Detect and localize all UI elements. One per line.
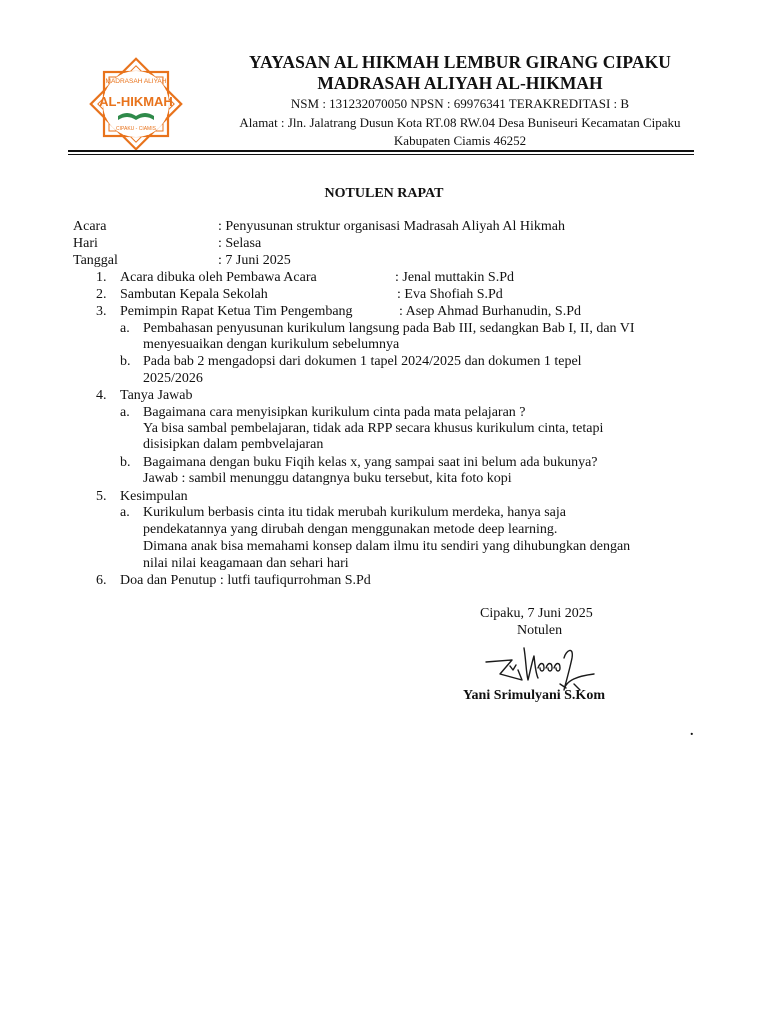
item-5a-line-4: nilai nilai keagamaan dan sehari hari <box>143 556 349 571</box>
item-4a-line-1: Bagaimana cara menyisipkan kurikulum cinta pada mata pelajaran ? <box>143 405 526 420</box>
item-3b-letter: b. <box>120 354 131 369</box>
item-3a-letter: a. <box>120 321 130 336</box>
item-3a-line-2: menyesuaikan dengan kurikulum sebelumnya <box>143 337 400 352</box>
item-3b-line-1: Pada bab 2 mengadopsi dari dokumen 1 tapel 2024/2025 dan dokumen 1 tepel <box>143 354 582 369</box>
address-line-2: Kabupaten Ciamis 46252 <box>393 133 527 148</box>
item-3-number: 3. <box>96 304 107 319</box>
address-line-1: Alamat : Jln. Jalatrang Dusun Kota RT.08 RW.04 Desa Buniseuri Kecamatan Cipaku <box>239 115 681 130</box>
tanggal-value: : 7 Juni 2025 <box>218 253 291 268</box>
logo-main-text: AL-HIKMAH <box>99 94 173 109</box>
signer-name: Yani Srimulyani S.Kom <box>463 688 605 703</box>
logo-bottom-text: CIPAKU - CIAMIS <box>116 126 156 132</box>
document-title: NOTULEN RAPAT <box>324 186 444 201</box>
item-2-number: 2. <box>96 287 107 302</box>
header-divider-thick <box>68 150 694 152</box>
item-1-text: Acara dibuka oleh Pembawa Acara <box>120 270 317 285</box>
item-3a-line-1: Pembahasan penyusunan kurikulum langsung pada Bab III, sedangkan Bab I, II, dan VI <box>143 321 635 336</box>
school-logo <box>82 50 190 158</box>
item-3-value: : Asep Ahmad Burhanudin, S.Pd <box>399 304 582 319</box>
item-3-text: Pemimpin Rapat Ketua Tim Pengembang <box>120 304 353 319</box>
item-2-value: : Eva Shofiah S.Pd <box>397 287 503 302</box>
logo-top-text: MADRASAH ALIYAH <box>105 78 167 85</box>
item-4a-letter: a. <box>120 405 130 420</box>
item-1-value: : Jenal muttakin S.Pd <box>395 270 514 285</box>
foundation-name: YAYASAN AL HIKMAH LEMBUR GIRANG CIPAKU <box>248 52 672 72</box>
item-5a-letter: a. <box>120 505 130 520</box>
item-4-number: 4. <box>96 388 107 403</box>
tanggal-label: Tanggal <box>73 253 118 268</box>
school-name: MADRASAH ALIYAH AL-HIKMAH <box>317 73 603 93</box>
item-4a-line-3: disisipkan dalam pembvelajaran <box>143 437 324 452</box>
item-2-text: Sambutan Kepala Sekolah <box>120 287 268 302</box>
item-4b-letter: b. <box>120 455 131 470</box>
place-date: Cipaku, 7 Juni 2025 <box>480 606 593 621</box>
item-1-number: 1. <box>96 270 107 285</box>
item-5a-line-1: Kurikulum berbasis cinta itu tidak merubah kurikulum merdeka, hanya saja <box>143 505 566 520</box>
item-4-text: Tanya Jawab <box>120 388 193 403</box>
trailing-dot: . <box>690 724 694 739</box>
acara-label: Acara <box>73 219 107 234</box>
signer-role: Notulen <box>517 623 563 638</box>
hari-value: : Selasa <box>218 236 262 251</box>
item-5-number: 5. <box>96 489 107 504</box>
item-4a-line-2: Ya bisa sambal pembelajaran, tidak ada RPP secara khusus kurikulum cinta, tetapi <box>143 421 604 436</box>
hari-label: Hari <box>73 236 98 251</box>
header-divider-thin <box>68 154 694 155</box>
item-5-text: Kesimpulan <box>120 489 188 504</box>
item-3b-line-2: 2025/2026 <box>143 371 203 386</box>
item-6-number: 6. <box>96 573 107 588</box>
item-4b-line-2: Jawab : sambil menunggu datangnya buku tersebut, kita foto kopi <box>143 471 512 486</box>
address <box>200 114 720 150</box>
item-4b-line-1: Bagaimana dengan buku Fiqih kelas x, yang sampai saat ini belum ada bukunya? <box>143 455 598 470</box>
registration-info: NSM : 131232070050 NPSN : 69976341 TERAKREDITASI : B <box>290 96 630 111</box>
acara-value: : Penyusunan struktur organisasi Madrasah Aliyah Al Hikmah <box>218 219 565 234</box>
item-5a-line-3: Dimana anak bisa memahami konsep dalam ilmu itu sendiri yang dihubungkan dengan <box>143 539 631 554</box>
item-5a-line-2: pendekatannya yang dirubah dengan menggunakan metode deep learning. <box>143 522 558 537</box>
item-6-text: Doa dan Penutup : lutfi taufiqurrohman S.Pd <box>120 573 371 588</box>
